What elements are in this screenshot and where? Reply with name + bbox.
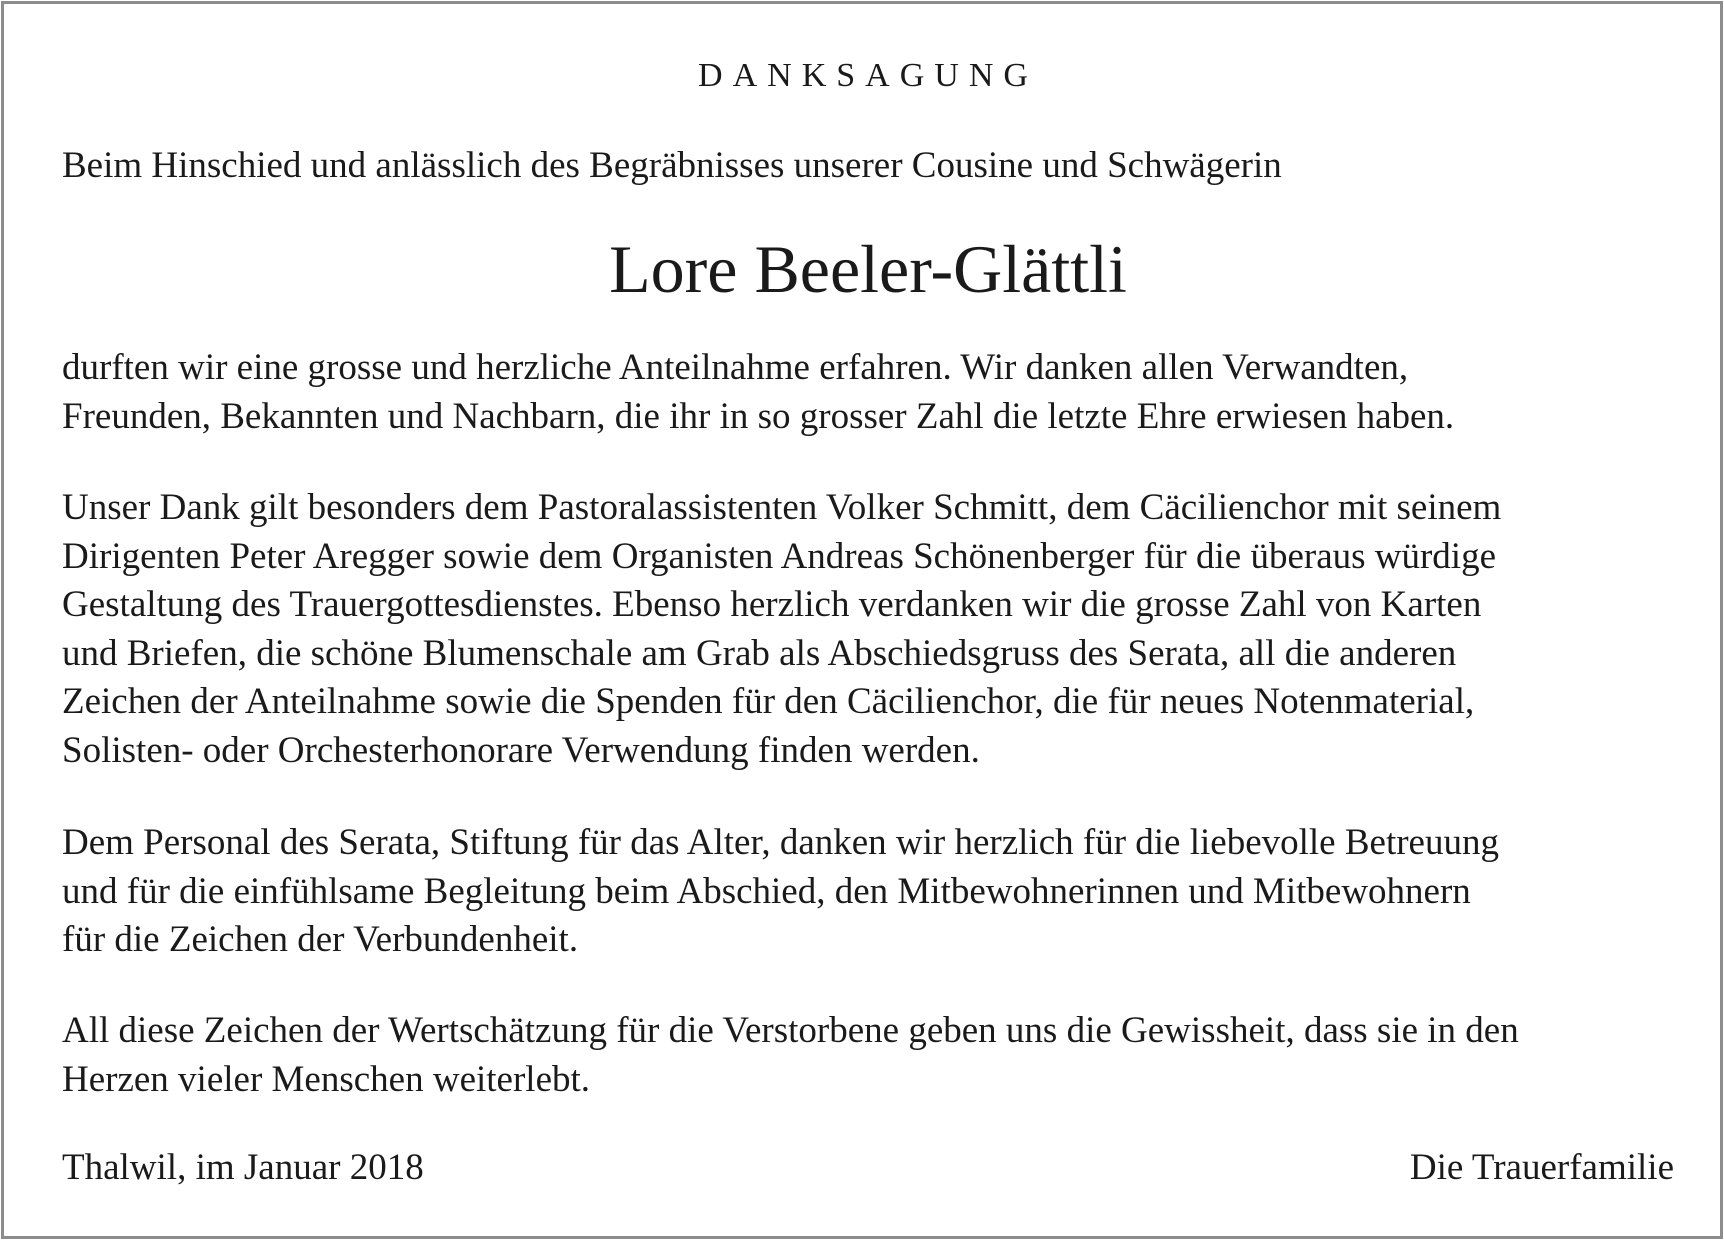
paragraph-thanks-service bbox=[62, 484, 1501, 775]
text-line: Solisten- oder Orchesterhonorare Verwendung finden werden. bbox=[62, 729, 980, 771]
text-line: Dirigenten Peter Aregger sowie dem Organisten Andreas Schönenberger für die überaus würdige bbox=[62, 535, 1497, 577]
paragraph-thanks-relatives bbox=[62, 344, 1454, 441]
text-line: für die Zeichen der Verbundenheit. bbox=[62, 919, 579, 960]
paragraph-closing bbox=[62, 1007, 1519, 1104]
notice-footer bbox=[62, 1144, 1674, 1192]
text-line: All diese Zeichen der Wertschätzung für die Verstorbene geben uns die Gewissheit, dass sie in den bbox=[62, 1010, 1519, 1051]
signature: Die Trauerfamilie bbox=[1409, 1147, 1674, 1188]
text-line: Herzen vieler Menschen weiterlebt. bbox=[62, 1058, 591, 1100]
text-line: Freunden, Bekannten und Nachbarn, die ihr in so grosser Zahl die letzte Ehre erwiesen haben. bbox=[62, 395, 1455, 437]
text-line: und für die einfühlsame Begleitung beim Abschied, den Mitbewohnerinnen und Mitbewohnern bbox=[62, 870, 1471, 912]
paragraph-thanks-staff bbox=[62, 819, 1499, 965]
text-line: Dem Personal des Serata, Stiftung für das Alter, danken wir herzlich für die liebevolle Betreuung bbox=[62, 822, 1499, 863]
text-line: Zeichen der Anteilnahme sowie die Spenden für den Cäcilienchor, die für neues Notenmaterial, bbox=[62, 681, 1475, 722]
intro-line: Beim Hinschied und anlässlich des Begräbnisses unserer Cousine und Schwägerin bbox=[62, 145, 1282, 186]
notice-heading: DANKSAGUNG bbox=[698, 57, 1038, 94]
text-line: Gestaltung des Trauergottesdienstes. Ebenso herzlich verdanken wir die grosse Zahl von Karten bbox=[62, 584, 1482, 625]
text-line: und Briefen, die schöne Blumenschale am Grab als Abschiedsgruss des Serata, all die anderen bbox=[62, 632, 1457, 674]
text-line: Unser Dank gilt besonders dem Pastoralassistenten Volker Schmitt, dem Cäcilienchor mit seinem bbox=[62, 487, 1502, 528]
deceased-name: Lore Beeler-Glättli bbox=[609, 231, 1127, 307]
text-line: durften wir eine grosse und herzliche Anteilnahme erfahren. Wir danken allen Verwandten, bbox=[62, 347, 1409, 388]
place-date: Thalwil, im Januar 2018 bbox=[62, 1147, 424, 1188]
notice-border bbox=[1, 1, 1723, 1239]
